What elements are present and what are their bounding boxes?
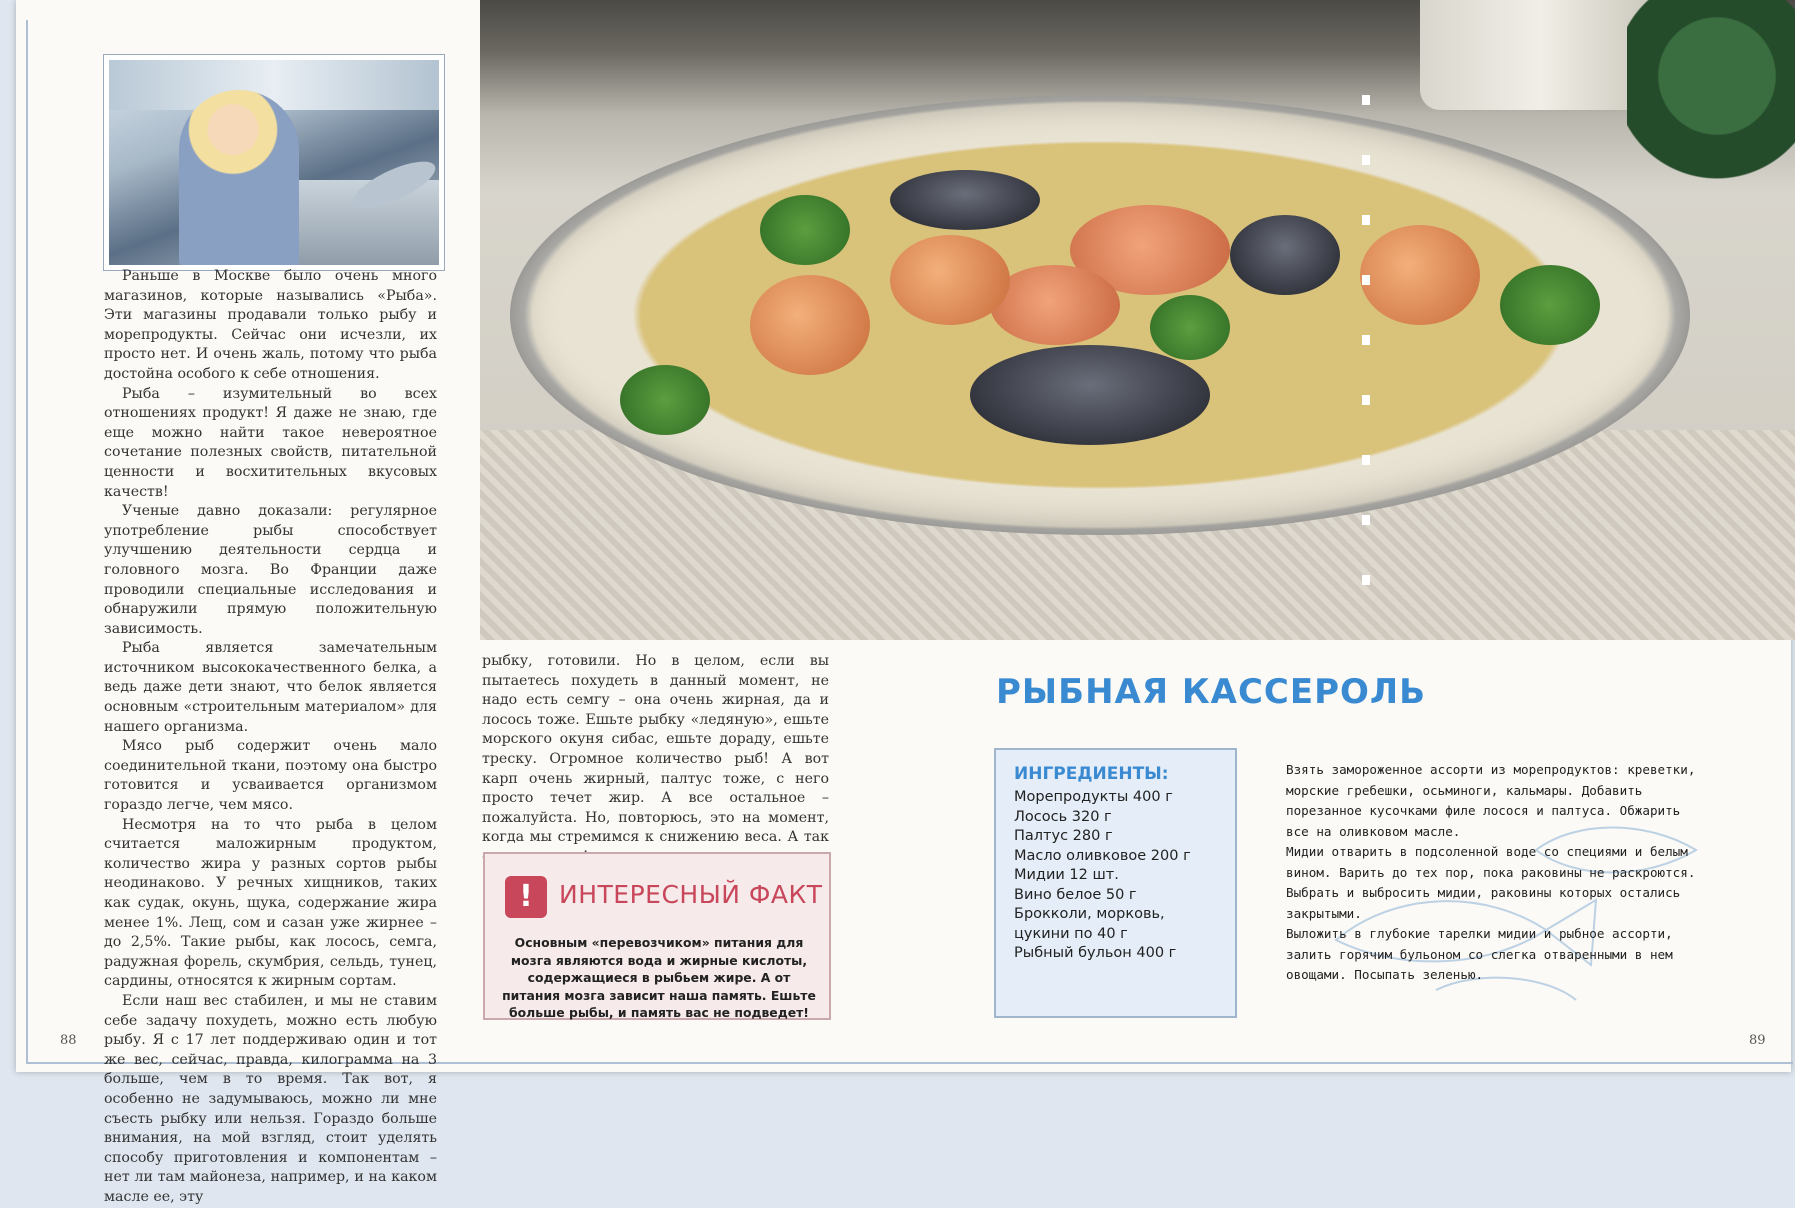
mussel	[970, 345, 1210, 445]
broccoli	[1150, 295, 1230, 360]
ingredients-list	[1014, 788, 1219, 964]
recipe-title: РЫБНАЯ КАССЕРОЛЬ	[996, 672, 1427, 712]
paragraph: Рыба – изумительный во всех отношениях продукт! Я даже не знаю, где еще можно найти такое невероятное сочетание полезных свойств, питательной ценности и восхитительных вкусовых качеств!	[104, 385, 437, 500]
broccoli	[620, 365, 710, 435]
wine-bottle	[1420, 0, 1660, 110]
paragraph: Несмотря на то что рыба в целом считается маложирным продуктом, количество жира у разных сортов рыбы неодинаково. У речных хищников, таких как судак, окунь, щука, содержание жира менее 1%. Лещ, сом и сазан уже жирнее – до 2,5%. Такие рыбы, как лосось, семга, радужная форель, скумбрия, сельдь, тунец, сардины, относятся к жирным сортам.	[104, 816, 437, 990]
paragraph: Мясо рыб содержит очень мало соединительной ткани, поэтому она быстро готовится и усваивается организмом гораздо легче, чем мясо.	[104, 738, 437, 814]
middle-column-text	[482, 652, 829, 868]
ingredient-item: Морепродукты 400 г	[1014, 789, 1173, 805]
ingredient-item: Рыбный бульон 400 г	[1014, 945, 1177, 961]
fact-box	[483, 852, 831, 1020]
method-step: Взять замороженное ассорти из морепродуктов: креветки, морские гребешки, осьминоги, кальмары. Добавить порезанное кусочками филе лосося и палтуса. Обжарить все на оливковом масле.	[1286, 762, 1696, 839]
ingredient-item: цукини по 40 г	[1014, 925, 1128, 942]
mussel	[890, 170, 1040, 230]
casserole-photo	[480, 0, 1795, 640]
paragraph: Раньше в Москве было очень много магазинов, которые назывались «Рыба». Эти магазины продавали только рыбу и морепродукты. Сейчас они исчезли, их просто нет. И очень жаль, потому что рыба достойна особого к себе отношения.	[104, 268, 437, 382]
left-column-text	[104, 267, 437, 1208]
method-step: Мидии отварить в подсоленной воде со специями и белым вином. Варить до тех пор, пока раковины не раскроются.	[1286, 844, 1696, 880]
woman-figure	[179, 90, 299, 270]
paragraph: Если наш вес стабилен, и мы не ставим себе задачу похудеть, можно есть любую рыбу. Я с 17 лет поддерживаю один и тот же вес, сейчас, правда, килограмма на 3 больше, чем в то время. Так вот, я особенно не задумываюсь, можно ли мне съесть рыбку или нельзя. Гораздо больше внимания, на мой взгляд, стоит уделять способу приготовления и компонентам – нет ли там майонеза, например, и на каком масле ее, эту	[104, 992, 437, 1205]
broccoli	[760, 195, 850, 265]
mussel	[1230, 215, 1340, 295]
book-binding	[1362, 95, 1370, 635]
ingredients-title: ИНГРЕДИЕНТЫ:	[1014, 764, 1169, 784]
ingredient-item: Вино белое 50 г	[1014, 886, 1137, 903]
recipe-method	[1286, 760, 1706, 986]
shrimp	[890, 235, 1010, 325]
method-step: Выбрать и выбросить мидии, раковины которых остались закрытыми.	[1286, 885, 1681, 921]
paragraph: Рыба является замечательным источником высококачественного белка, а ведь даже дети знают, что белок является основным «строительным материалом» для нашего организма.	[104, 640, 437, 735]
ingredient-item: Палтус 280 г	[1014, 828, 1113, 844]
paragraph: рыбку, готовили. Но в целом, если вы пытаетесь похудеть в данный момент, не надо есть семгу – она очень жирная, да и лосось тоже. Ешьте рыбку «ледяную», ешьте морского окуня сибас, ешьте дораду, ешьте треску. Огромное количество рыб! А вот карп очень жирный, палтус тоже, с него просто течет жир. А все остальное – пожалуйста. Но, повторюсь, это на момент, когда мы стремимся к снижению веса. А так	[482, 653, 829, 846]
market-photo	[104, 55, 444, 270]
paragraph: Ученые давно доказали: регулярное употребление рыбы способствует улучшению деятельности сердца и головного мозга. Во Франции даже проводили специальные исследования и обнаружили прямую положительную зависимость.	[104, 503, 437, 637]
fact-text: Основным «перевозчиком» питания для мозга являются вода и жирные кислоты, содержащиеся в рыбьем жире. А от питания мозга зависит наша память. Ешьте больше рыбы, и память вас не подведет!	[502, 935, 816, 1020]
ingredient-item: Лосось 320 г	[1014, 808, 1112, 825]
exclamation-icon: !	[505, 876, 547, 918]
pan	[510, 95, 1690, 535]
page-number-left: 88	[60, 1033, 77, 1048]
page-number-right: 89	[1749, 1033, 1766, 1048]
greenery	[1627, 0, 1795, 190]
method-step: Выложить в глубокие тарелки мидии и рыбное ассорти, залить горячим бульоном со слегка отваренными в нем овощами. Посыпать зеленью.	[1286, 926, 1673, 982]
fact-title: ИНТЕРЕСНЫЙ ФАКТ	[559, 880, 823, 909]
broccoli	[1500, 265, 1600, 345]
ingredient-item: Масло оливковое 200 г	[1014, 847, 1191, 864]
ingredient-item: Мидии 12 шт.	[1014, 867, 1119, 883]
shrimp	[1360, 225, 1480, 325]
ingredients-box	[994, 748, 1237, 1018]
book-spread	[16, 0, 1791, 1205]
ingredient-item: Брокколи, морковь,	[1014, 906, 1165, 922]
shrimp	[750, 275, 870, 375]
